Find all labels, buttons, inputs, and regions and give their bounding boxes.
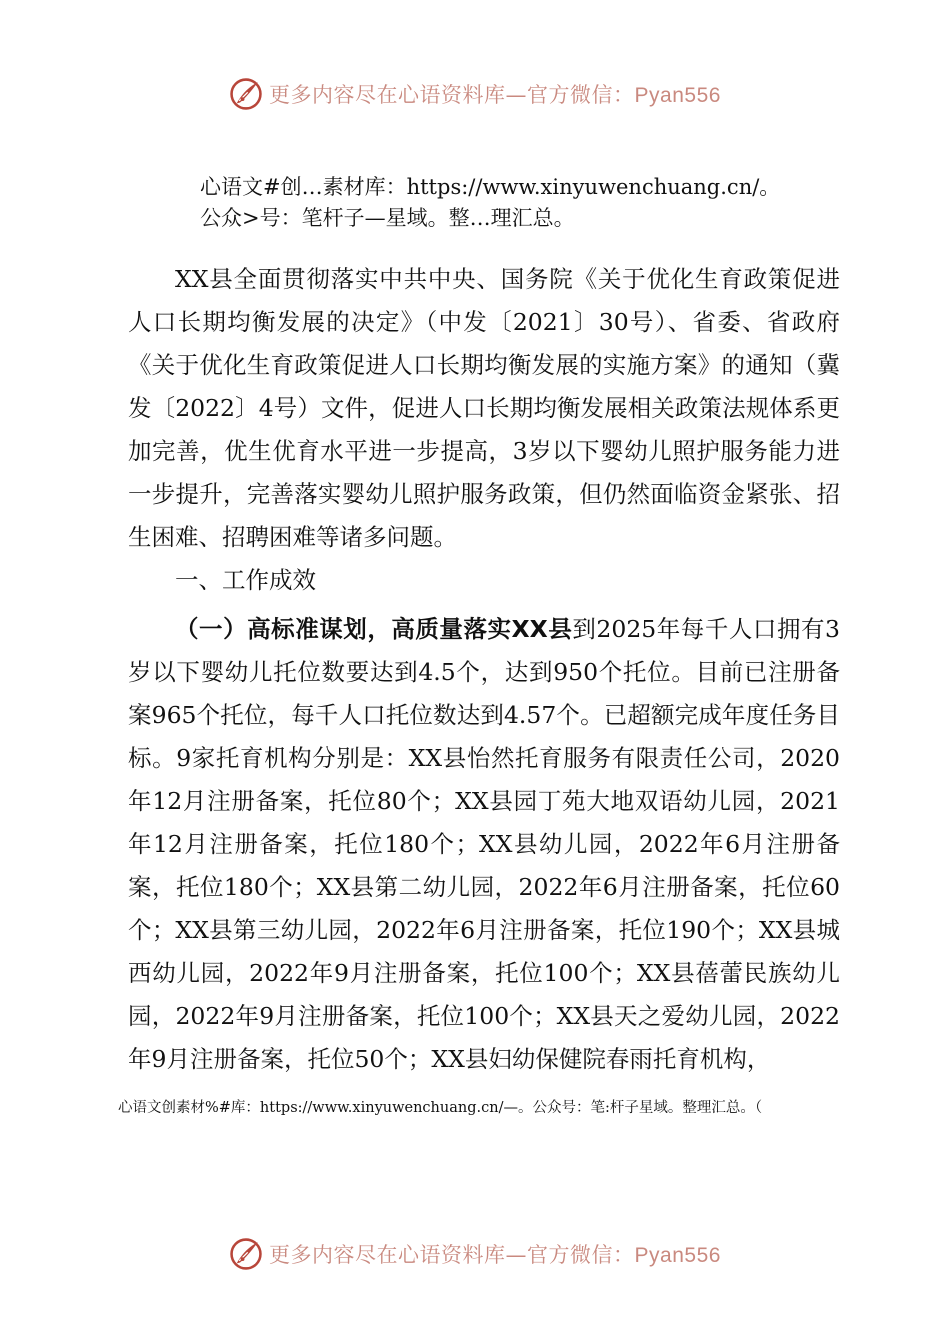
subsection-1-heading: （一）高标准谋划，高质量落实XX县 <box>175 615 573 643</box>
banner-wechat-id: Pyan556 <box>634 1244 721 1267</box>
section-heading-1: 一、工作成效 <box>175 566 316 594</box>
bottom-banner <box>0 1232 950 1276</box>
header-note-line-2: 公众>号：笔杆子—星域。整…理汇总。 <box>200 206 575 230</box>
header-source-note <box>200 172 780 234</box>
footer-source-note: 心语文创素材%#库：https://www.xinyuwenchuang.cn/—。公众号：笔:杆子星域。整理汇总。（ <box>118 1100 763 1116</box>
header-note-line-1: 心语文#创…素材库：https://www.xinyuwenchuang.cn/。 <box>200 175 781 199</box>
subsection-1-text: 到2025年每千人口拥有3岁以下婴幼儿托位数要达到4.5个，达到950个托位。目前已注册备案965个托位，每千人口托位数达到4.57个。已超额完成年度任务目标。9家托育机构分别是：XX县怡然托育服务有限责任公司，2020年12月注册备案，托位80个；XX县园丁苑大地双语幼儿园，2021年12月注册备案，托位180个；XX县幼儿园，2022年6月注册备案，托位180个；XX县第二幼儿园，2022年6月注册备案，托位60个；XX县第三幼儿园，2022年6月注册备案，托位190个；XX县城西幼儿园，2022年9月注册备案，托位100个；XX县蓓蕾民族幼儿园，2022年9月注册备案，托位100个；XX县天之爱幼儿园，2022年9月注册备案，托位50个；XX县妇幼保健院春雨托育机构， <box>128 615 840 1073</box>
banner-text <box>269 79 721 109</box>
document-body <box>128 258 840 1081</box>
quill-pen-logo-icon <box>229 77 263 111</box>
banner-text <box>269 1239 721 1269</box>
top-banner <box>0 72 950 116</box>
banner-slogan: 更多内容尽在心语资料库—官方微信： <box>269 1243 635 1267</box>
banner-wechat-id: Pyan556 <box>634 84 721 107</box>
quill-pen-logo-icon <box>229 1237 263 1271</box>
subsection-1-paragraph <box>128 608 840 1081</box>
intro-paragraph: XX县全面贯彻落实中共中央、国务院《关于优化生育政策促进人口长期均衡发展的决定》（中发〔2021〕30号）、省委、省政府《关于优化生育政策促进人口长期均衡发展的实施方案》的通知（冀发〔2022〕4号）文件，促进人口长期均衡发展相关政策法规体系更加完善，优生优育水平进一步提高，3岁以下婴幼儿照护服务能力进一步提升，完善落实婴幼儿照护服务政策，但仍然面临资金紧张、招生困难、招聘困难等诸多问题。 <box>128 265 840 551</box>
banner-slogan: 更多内容尽在心语资料库—官方微信： <box>269 83 635 107</box>
